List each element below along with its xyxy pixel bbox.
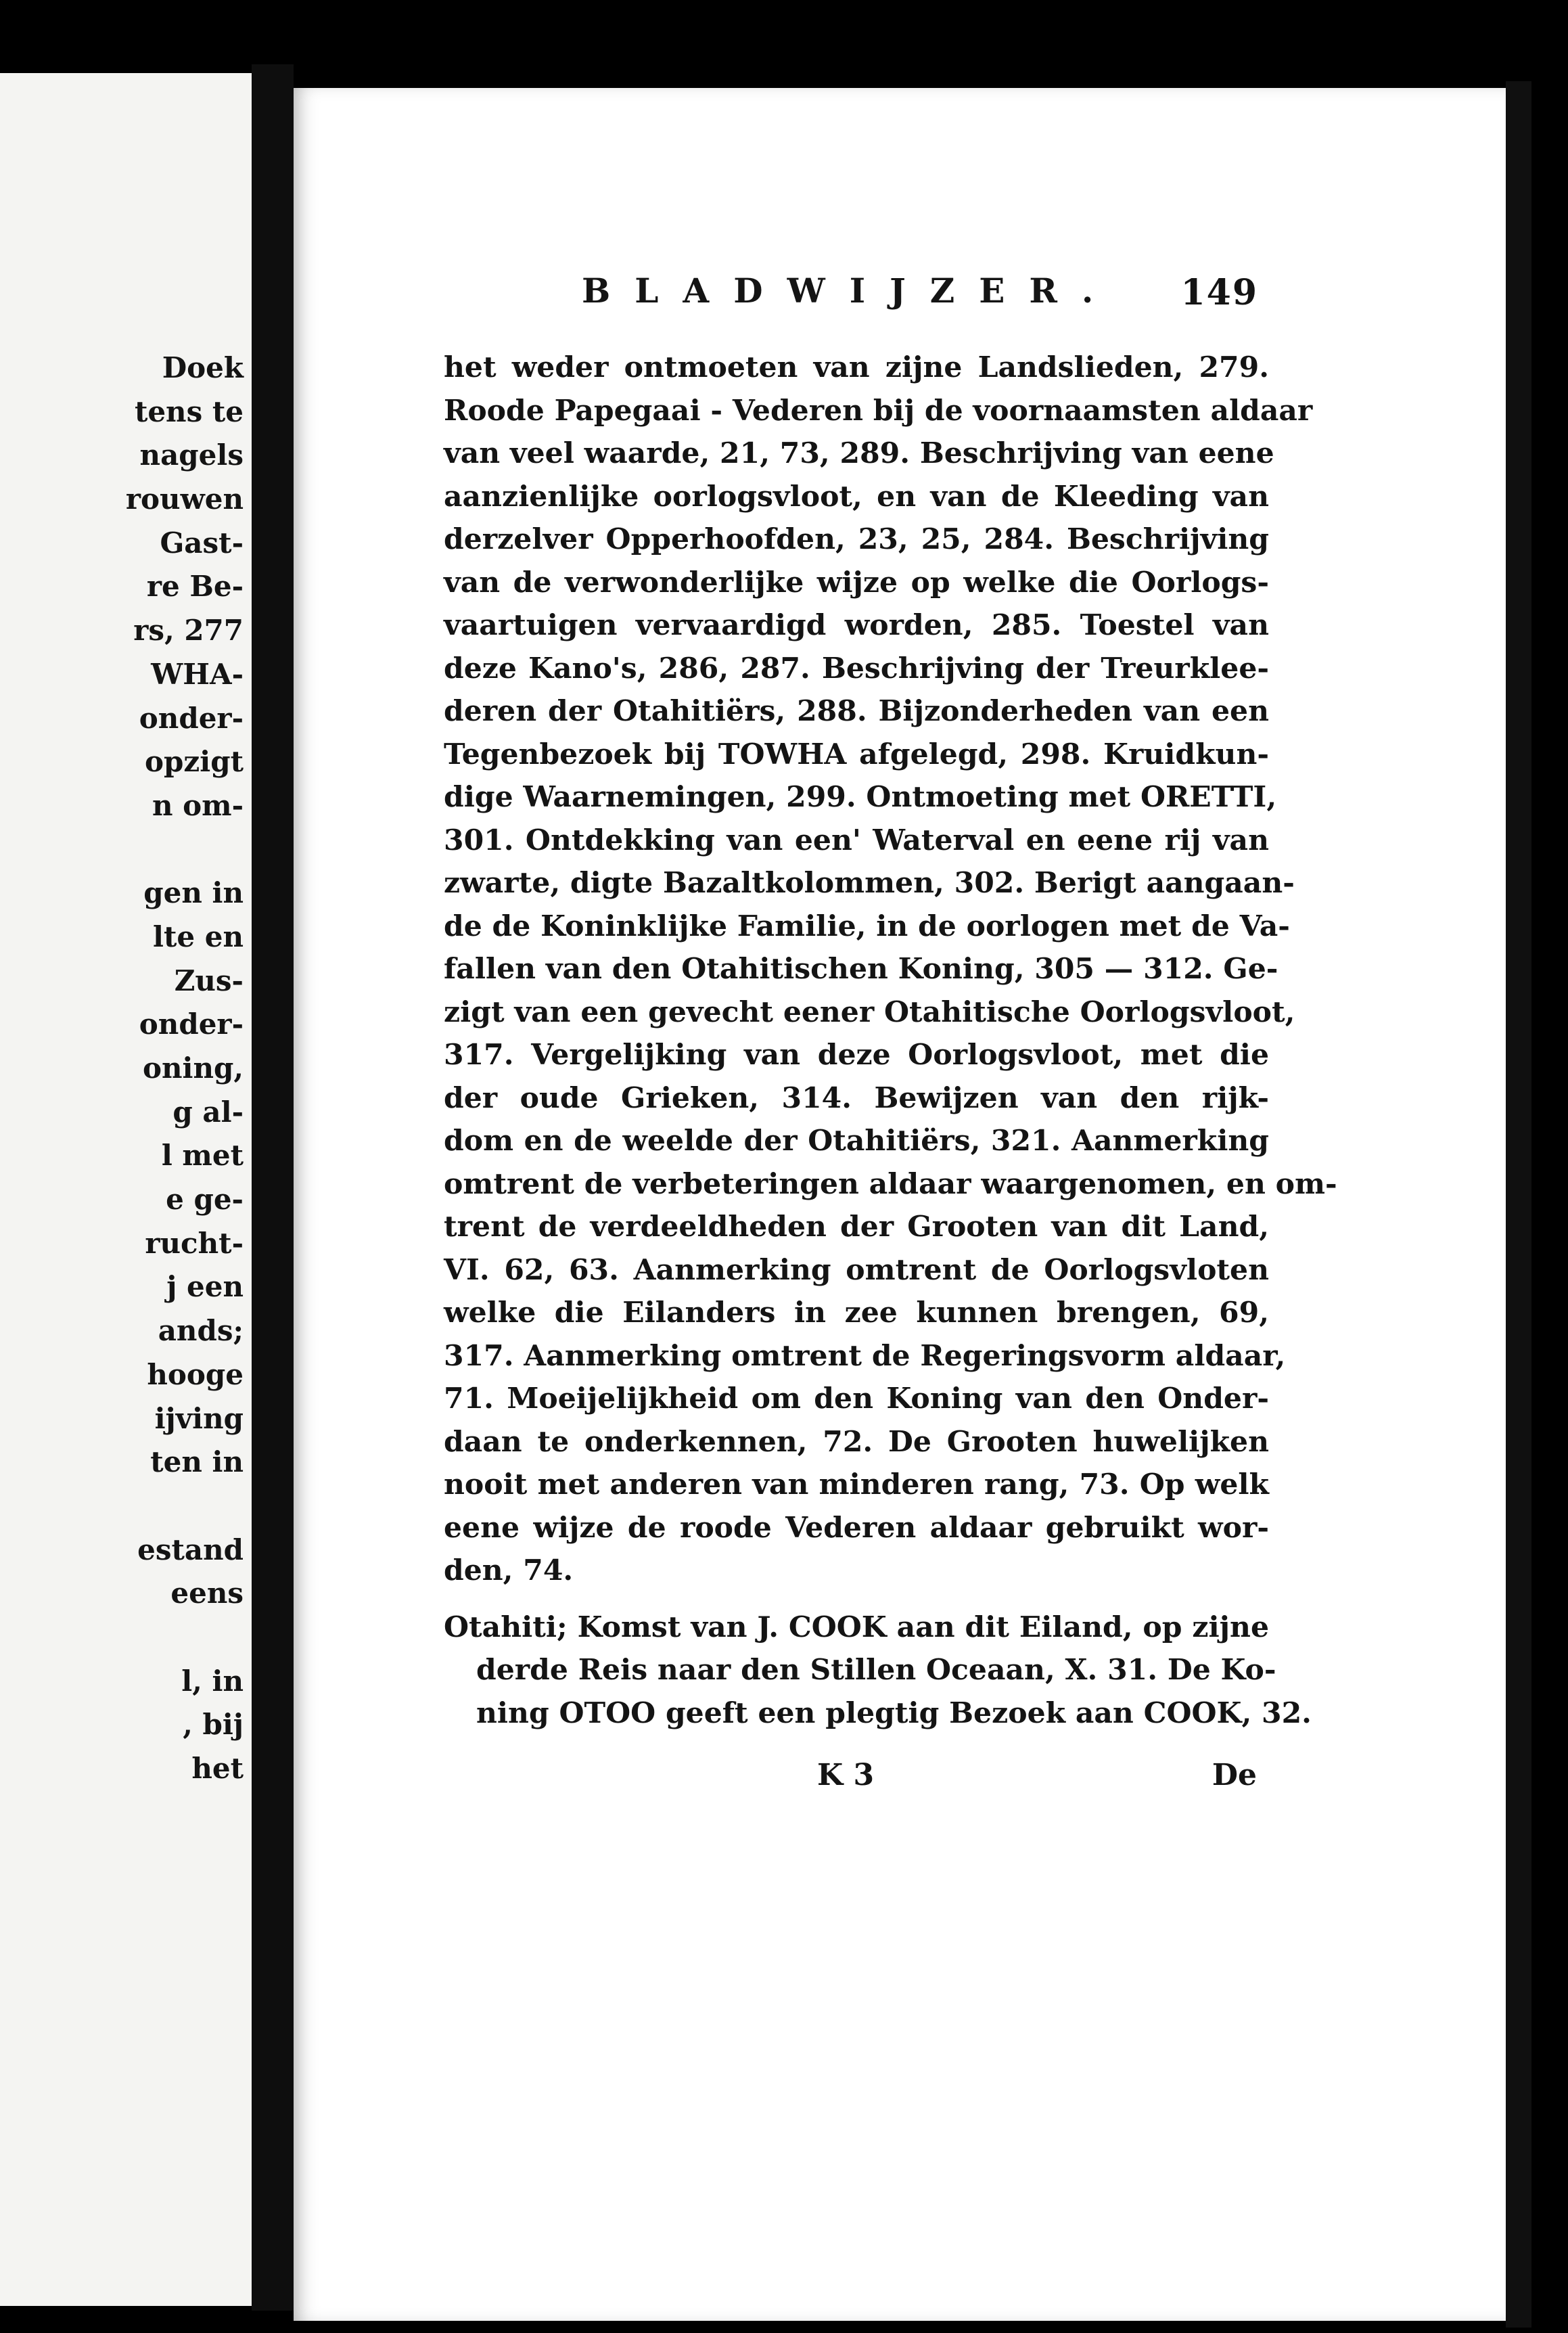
left-fragment-line: e ge- [166, 1183, 244, 1217]
page-edge-shadow [1506, 81, 1531, 2328]
text-line: 317. Aanmerking omtrent de Regeringsvorm aldaar, [444, 1338, 1286, 1373]
text-line: van de verwonderlijke wijze op welke die Oorlogs- [444, 565, 1269, 599]
text-line: dige Waarnemingen, 299. Ontmoeting met ORETTI, [444, 780, 1277, 814]
left-fragment-line: re Be- [146, 570, 244, 604]
left-fragment-line: lte en [153, 920, 244, 953]
text-line: deren der Otahitiërs, 288. Bijzonderheden van een [444, 694, 1269, 728]
left-fragment-line: rucht- [145, 1226, 244, 1260]
left-fragment-line: eens [170, 1577, 244, 1610]
text-line: Otahiti; Komst van J. COOK aan dit Eiland, op zijne [444, 1610, 1269, 1644]
left-fragment-line: WHA- [151, 657, 244, 691]
left-fragment-line: rouwen [125, 482, 244, 516]
catchword: De [1212, 1758, 1257, 1792]
left-fragment-line: onder- [139, 701, 244, 735]
text-line: welke die Eilanders in zee kunnen brengen, 69, [444, 1296, 1269, 1330]
running-title: BLADWIJZER. [582, 271, 1118, 311]
left-fragment-line: het [191, 1752, 244, 1785]
left-fragment-line: n om- [152, 788, 244, 822]
text-line: trent de verdeeldheden der Grooten van dit Land, [444, 1210, 1269, 1244]
left-fragment-line: estand [137, 1533, 244, 1566]
left-fragment-line: tens te [134, 394, 244, 428]
left-fragment-line: l, in [181, 1664, 244, 1698]
text-line: nooit met anderen van minderen rang, 73. Op welk [444, 1468, 1269, 1501]
text-line: Roode Papegaai - Vederen bij de voornaamsten aldaar [444, 393, 1313, 428]
text-line: 317. Vergelijking van deze Oorlogsvloot, met die [444, 1038, 1269, 1072]
signature-mark: K 3 [817, 1758, 875, 1792]
index-entry-otahiti [444, 1606, 1312, 1736]
left-fragment-line: gen in [143, 876, 244, 910]
text-line: omtrent de verbeteringen aldaar waargenomen, en om- [444, 1166, 1337, 1201]
text-line: fallen van den Otahitischen Koning, 305 — 312. Ge- [444, 952, 1278, 986]
left-fragment-line: opzigt [145, 745, 244, 779]
text-line: derzelver Opperhoofden, 23, 25, 284. Beschrijving [444, 522, 1269, 556]
left-fragment-line: hooge [147, 1357, 244, 1391]
left-fragment-line: j een [166, 1270, 244, 1304]
index-entry-continuation [444, 346, 1337, 1593]
left-facing-page [0, 73, 254, 2306]
text-line: 301. Ontdekking van een' Waterval en eene rij van [444, 823, 1269, 857]
left-fragment-line: ijving [154, 1401, 244, 1435]
entry-gap [444, 1593, 1269, 1606]
left-fragment-line: Zus- [174, 964, 244, 997]
left-fragment-line [0, 1616, 244, 1660]
page-header [582, 271, 1258, 325]
text-line: de de Koninklijke Familie, in de oorlogen met de Va- [444, 909, 1290, 943]
left-fragment-line: l met [161, 1139, 244, 1173]
text-line: den, 74. [444, 1554, 574, 1587]
page-number: 149 [1180, 272, 1258, 313]
left-fragment-line: Gast- [160, 526, 244, 560]
left-fragment-line [0, 828, 244, 872]
text-line: VI. 62, 63. Aanmerking omtrent de Oorlogsvloten [444, 1252, 1269, 1287]
left-fragment-line: ten in [150, 1445, 244, 1479]
text-line: derde Reis naar den Stillen Oceaan, X. 31. De Ko- [476, 1653, 1276, 1687]
text-line: van veel waarde, 21, 73, 289. Beschrijving van eene [444, 436, 1274, 470]
text-line: het weder ontmoeten van zijne Landslieden, 279. [444, 350, 1269, 384]
text-line: ning OTOO geeft een plegtig Bezoek aan COOK, 32. [476, 1696, 1312, 1730]
index-body [444, 346, 1337, 1735]
left-fragment-line: rs, 277 [133, 614, 244, 648]
left-fragment-line: onder- [139, 1007, 244, 1041]
left-fragment-line: nagels [139, 438, 244, 472]
text-line: aanzienlijke oorlogsvloot, en van de Kleeding van [444, 479, 1269, 514]
text-line: der oude Grieken, 314. Bewijzen van den rijk- [444, 1081, 1269, 1115]
text-line: dom en de weelde der Otahitiërs, 321. Aanmerking [444, 1124, 1269, 1158]
left-fragment-line: ands; [158, 1314, 244, 1348]
left-fragment-line [0, 1485, 244, 1528]
text-line: vaartuigen vervaardigd worden, 285. Toestel van [444, 608, 1269, 642]
book-gutter [252, 64, 294, 2311]
left-fragment-line: , bij [183, 1708, 244, 1742]
left-fragment-line: g al- [172, 1095, 244, 1129]
page-footer [817, 1758, 1257, 1805]
text-line: zigt van een gevecht eener Otahitische Oorlogsvloot, [444, 995, 1295, 1029]
text-line: Tegenbezoek bij TOWHA afgelegd, 298. Kruidkun- [444, 737, 1269, 771]
left-page-text-fragments [0, 346, 244, 1791]
text-line: zwarte, digte Bazaltkolommen, 302. Berigt aangaan- [444, 866, 1295, 900]
left-fragment-line: Doek [162, 351, 244, 384]
text-line: deze Kano's, 286, 287. Beschrijving der Treurklee- [444, 651, 1269, 685]
text-line: eene wijze de roode Vederen aldaar gebruikt wor- [444, 1510, 1269, 1545]
text-line: 71. Moeijelijkheid om den Koning van den Onder- [444, 1382, 1269, 1415]
text-line: daan te onderkennen, 72. De Grooten huwelijken [444, 1424, 1269, 1459]
left-fragment-line: oning, [142, 1051, 244, 1085]
